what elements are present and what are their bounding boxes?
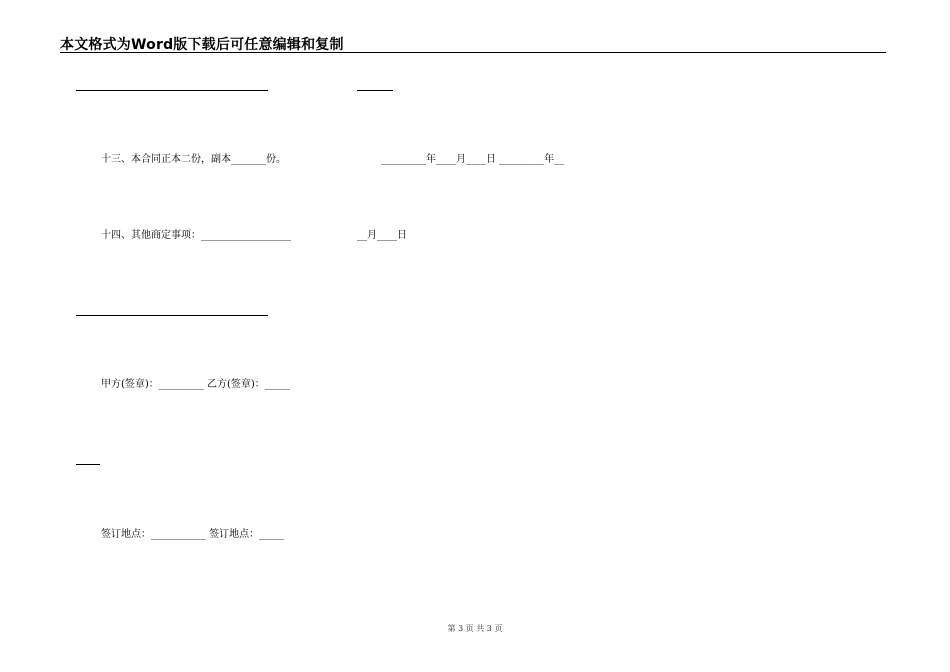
clause-13-text: 十三、本合同正本二份，副本_______份。 [101,154,286,165]
month-day-text: __月____日 [357,230,407,241]
party-signatures-text: 甲方(签章)：_________ 乙方(签章)：_____ [101,379,290,390]
page-number-footer: 第 3 页 共 3 页 [447,624,503,633]
date-line-text: _________年____月____日 _________年__ [381,154,565,165]
document-header-title: 本文格式为Word版下载后可任意编辑和复制 [60,37,344,53]
signing-places-text: 签订地点：___________ 签订地点：_____ [101,529,285,540]
blank-line [76,315,268,316]
blank-line [76,90,268,91]
blank-line [357,90,393,91]
clause-14-text: 十四、其他商定事项：__________________ [101,230,291,241]
header-divider [60,52,886,53]
blank-line [76,464,100,465]
